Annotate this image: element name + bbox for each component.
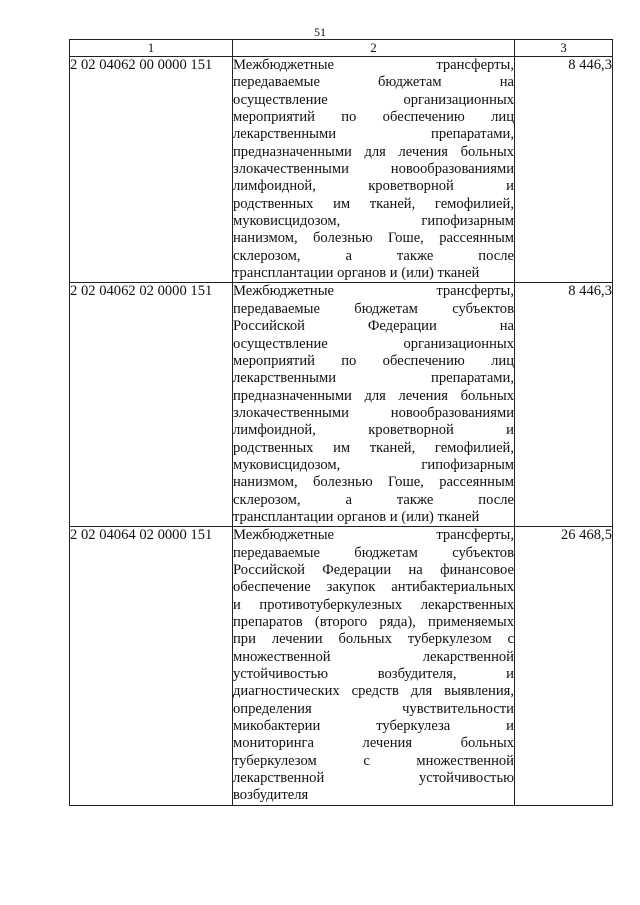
table-header-row xyxy=(70,40,613,57)
column-header-description: 2 xyxy=(233,40,515,57)
column-header-code: 1 xyxy=(70,40,233,57)
description-line: лекарственными препаратами, xyxy=(233,126,514,143)
description-line: осуществление организационных xyxy=(233,91,514,108)
description-line: злокачественными новообразованиями xyxy=(233,404,514,421)
description-cell xyxy=(233,57,515,283)
page-number: 51 xyxy=(314,25,326,39)
description-line: мероприятий по обеспечению лиц xyxy=(233,109,514,126)
description-line: Российской Федерации на xyxy=(233,318,514,335)
description-line: трансплантации органов и (или) тканей xyxy=(233,508,480,525)
description-line: диагностических средств для выявления, xyxy=(233,683,514,700)
description-line: лимфоидной, кроветворной и xyxy=(233,178,514,195)
description-cell xyxy=(233,527,515,806)
description-line: осуществление организационных xyxy=(233,335,514,352)
amount-cell: 8 446,3 xyxy=(515,283,613,527)
description-line: предназначенными для лечения больных xyxy=(233,387,514,404)
description-line: предназначенными для лечения больных xyxy=(233,143,514,160)
description-line: мероприятий по обеспечению лиц xyxy=(233,352,514,369)
budget-code-cell: 2 02 04062 00 0000 151 xyxy=(70,57,233,283)
description-line: муковисцидозом, гипофизарным xyxy=(233,213,514,230)
description-line: туберкулезом с множественной xyxy=(233,752,514,769)
description-line: возбудителя xyxy=(233,787,309,804)
description-line: Российской Федерации на финансовое xyxy=(233,561,514,578)
table-row xyxy=(70,57,613,283)
description-line: лимфоидной, кроветворной и xyxy=(233,422,514,439)
budget-table xyxy=(69,39,613,806)
description-line: склерозом, а также после xyxy=(233,491,514,508)
budget-code-cell: 2 02 04064 02 0000 151 xyxy=(70,527,233,806)
description-line: нанизмом, болезнью Гоше, рассеянным xyxy=(233,474,514,491)
table-row xyxy=(70,283,613,527)
description-line: передаваемые бюджетам на xyxy=(233,74,514,91)
description-line: передаваемые бюджетам субъектов xyxy=(233,300,514,317)
description-line: лекарственной устойчивостью xyxy=(233,770,514,787)
description-line: лекарственными препаратами, xyxy=(233,370,514,387)
description-line: нанизмом, болезнью Гоше, рассеянным xyxy=(233,230,514,247)
description-line: устойчивостью возбудителя, и xyxy=(233,666,514,683)
description-line: мониторинга лечения больных xyxy=(233,735,514,752)
description-line: трансплантации органов и (или) тканей xyxy=(233,265,480,282)
description-line: обеспечение закупок антибактериальных xyxy=(233,579,514,596)
description-line: злокачественными новообразованиями xyxy=(233,161,514,178)
description-line: Межбюджетные трансферты, xyxy=(233,57,514,73)
description-cell xyxy=(233,283,515,527)
description-line: микобактерии туберкулеза и xyxy=(233,718,514,735)
description-line: при лечении больных туберкулезом с xyxy=(233,631,514,648)
description-line: определения чувствительности xyxy=(233,700,514,717)
amount-cell: 8 446,3 xyxy=(515,57,613,283)
description-line: и противотуберкулезных лекарственных xyxy=(233,596,514,613)
description-line: муковисцидозом, гипофизарным xyxy=(233,456,514,473)
description-line: Межбюджетные трансферты, xyxy=(233,527,514,544)
column-header-amount: 3 xyxy=(515,40,613,57)
description-line: передаваемые бюджетам субъектов xyxy=(233,544,514,561)
description-line: склерозом, а также после xyxy=(233,247,514,264)
description-line: множественной лекарственной xyxy=(233,648,514,665)
amount-cell: 26 468,5 xyxy=(515,527,613,806)
table-row xyxy=(70,527,613,806)
budget-code-cell: 2 02 04062 02 0000 151 xyxy=(70,283,233,527)
description-line: препаратов (второго ряда), применяемых xyxy=(233,614,514,630)
description-line: родственных им тканей, гемофилией, xyxy=(233,195,514,212)
description-line: родственных им тканей, гемофилией, xyxy=(233,439,514,456)
description-line: Межбюджетные трансферты, xyxy=(233,283,514,300)
